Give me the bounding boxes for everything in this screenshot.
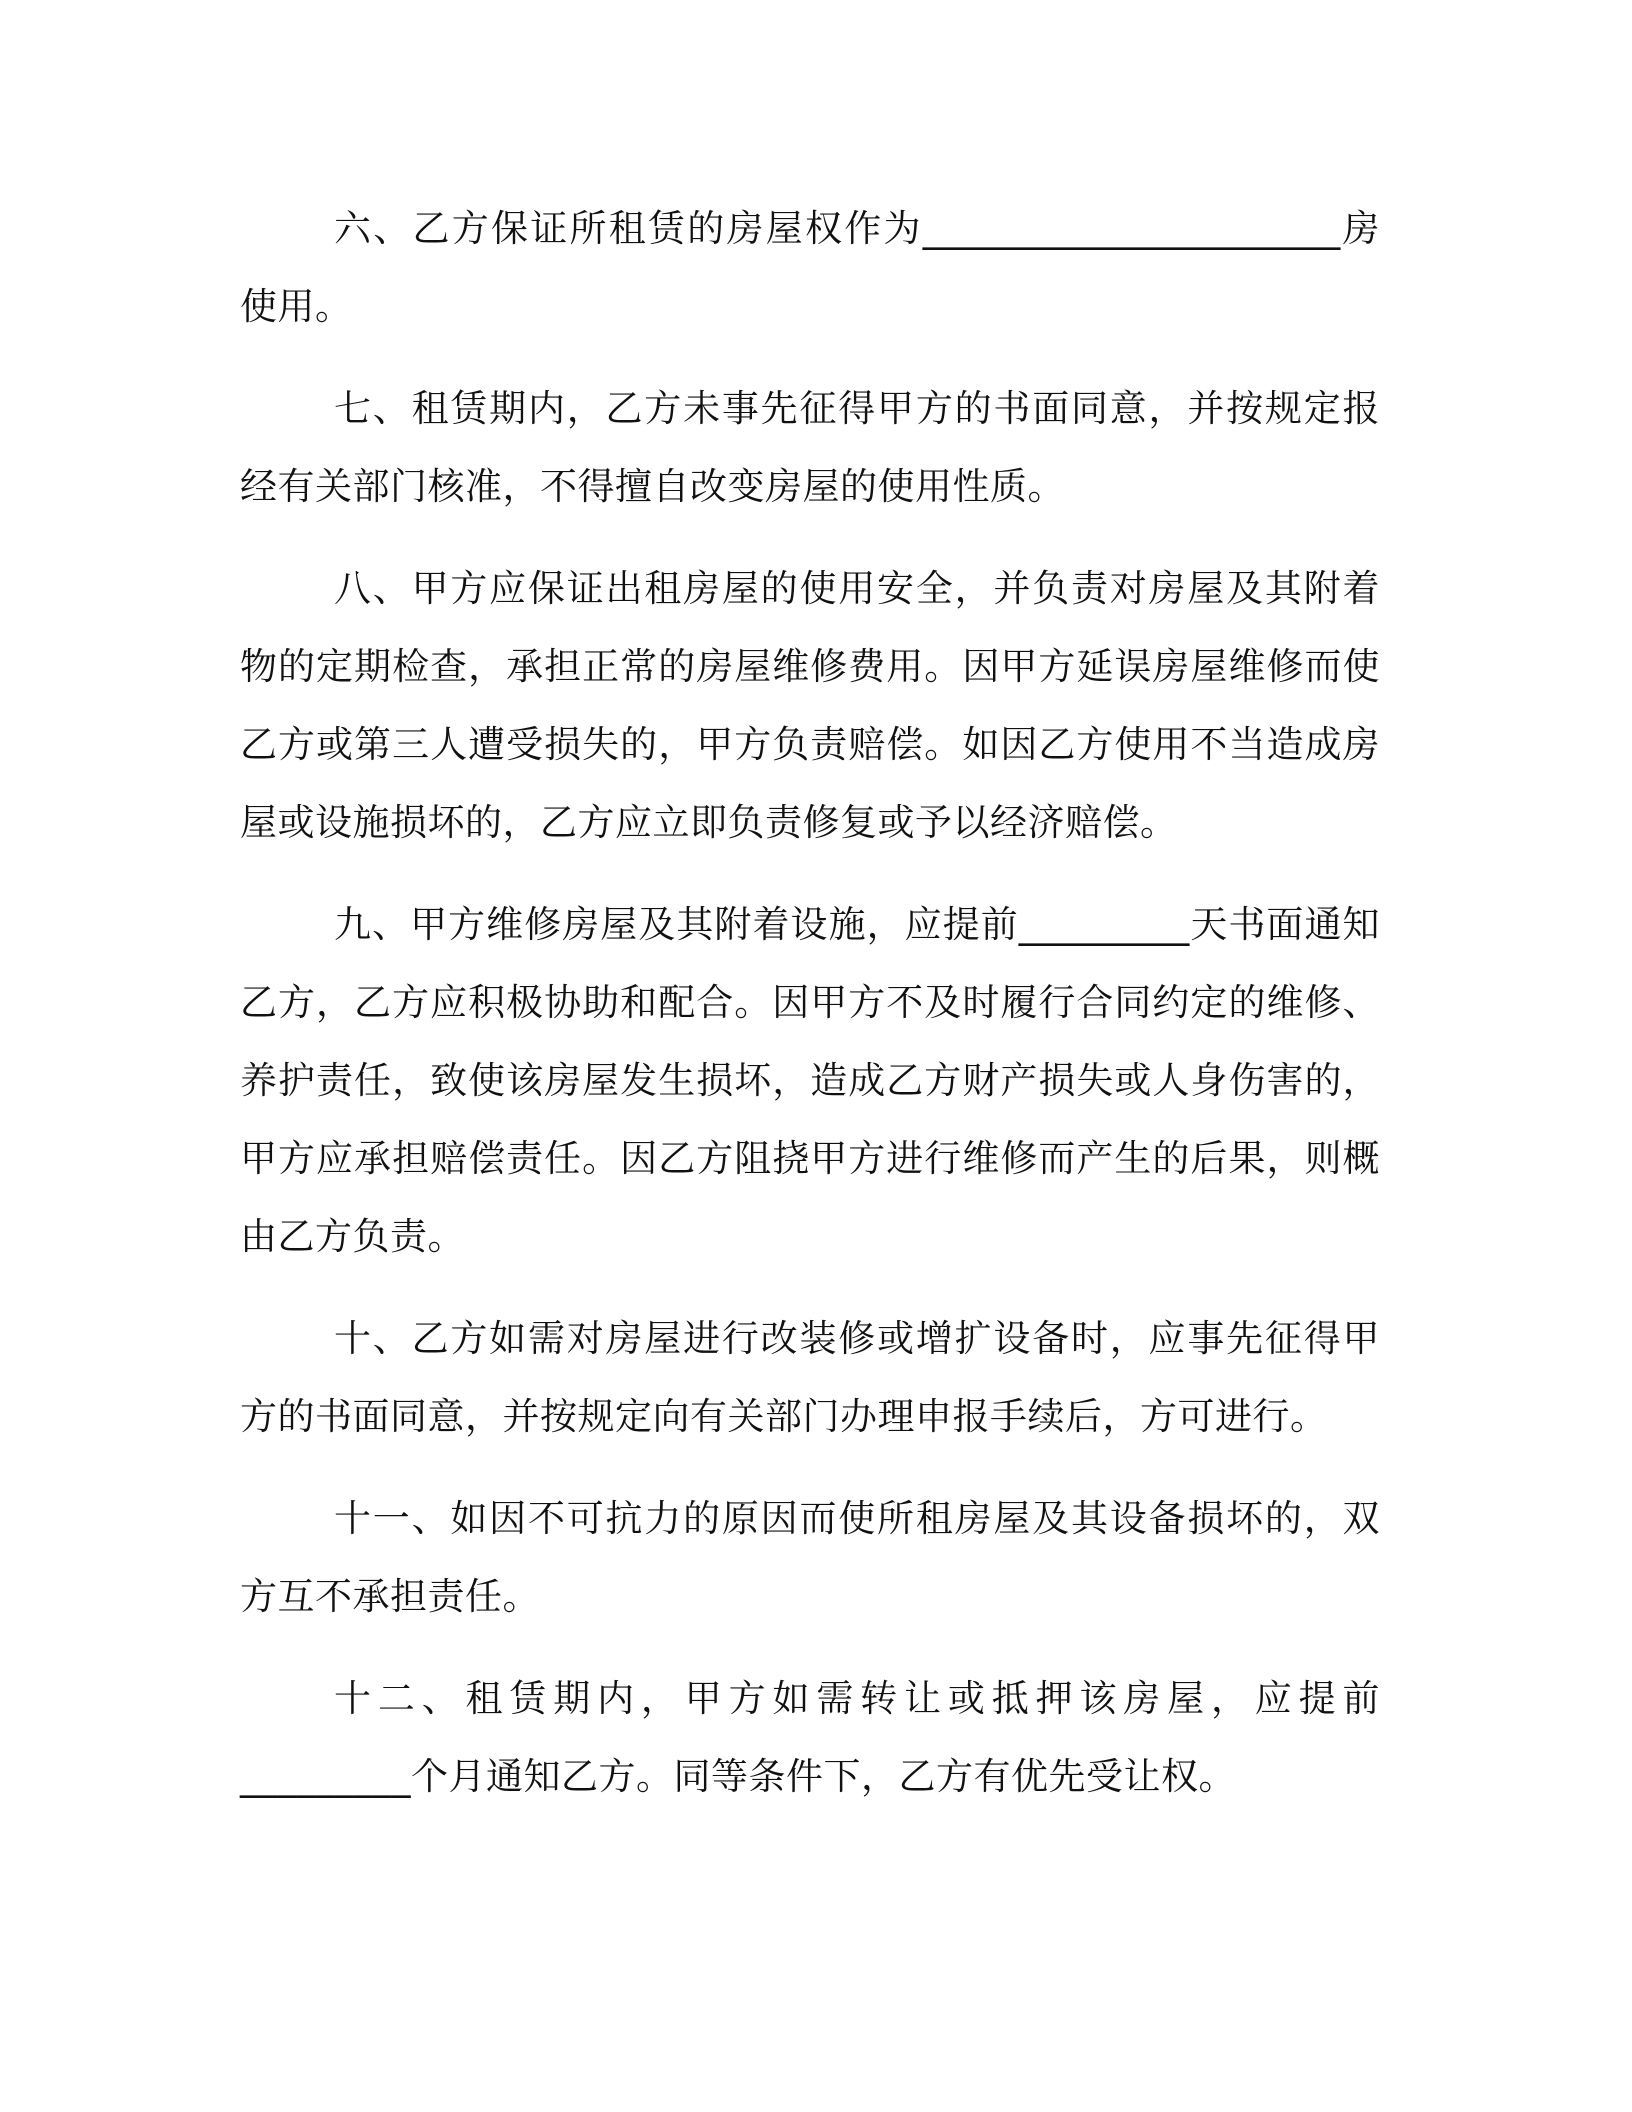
clause-7 [240,370,1380,526]
clause-9-text: 九、甲方维修房屋及其附着设施，应提前_________天书面通知乙方，乙方应积极协助和配合。因甲方不及时履行合同约定的维修、养护责任，致使该房屋发生损坏，造成乙方财产损失或人身伤害的，甲方应承担赔偿责任。因乙方阻挠甲方进行维修而产生的后果，则概由乙方负责。 [240,903,1380,1258]
clause-6 [240,190,1380,346]
clause-6-text: 六、乙方保证所租赁的房屋权作为______________________房使用。 [240,207,1380,328]
clause-10-text: 十、乙方如需对房屋进行改装修或增扩设备时，应事先征得甲方的书面同意，并按规定向有关部门办理申报手续后，方可进行。 [240,1317,1380,1438]
clause-10 [240,1300,1380,1456]
clause-8 [240,550,1380,862]
clause-11 [240,1480,1380,1636]
document-body [240,190,1380,1840]
clause-7-text: 七、租赁期内，乙方未事先征得甲方的书面同意，并按规定报经有关部门核准，不得擅自改变房屋的使用性质。 [240,387,1380,508]
clause-9 [240,886,1380,1276]
clause-8-text: 八、甲方应保证出租房屋的使用安全，并负责对房屋及其附着物的定期检查，承担正常的房屋维修费用。因甲方延误房屋维修而使乙方或第三人遭受损失的，甲方负责赔偿。如因乙方使用不当造成房屋或设施损坏的，乙方应立即负责修复或予以经济赔偿。 [240,567,1380,844]
clause-12 [240,1660,1380,1816]
clause-11-text: 十一、如因不可抗力的原因而使所租房屋及其设备损坏的，双方互不承担责任。 [240,1497,1380,1618]
clause-12-text: 十二、租赁期内，甲方如需转让或抵押该房屋，应提前_________个月通知乙方。同等条件下，乙方有优先受让权。 [240,1677,1380,1798]
